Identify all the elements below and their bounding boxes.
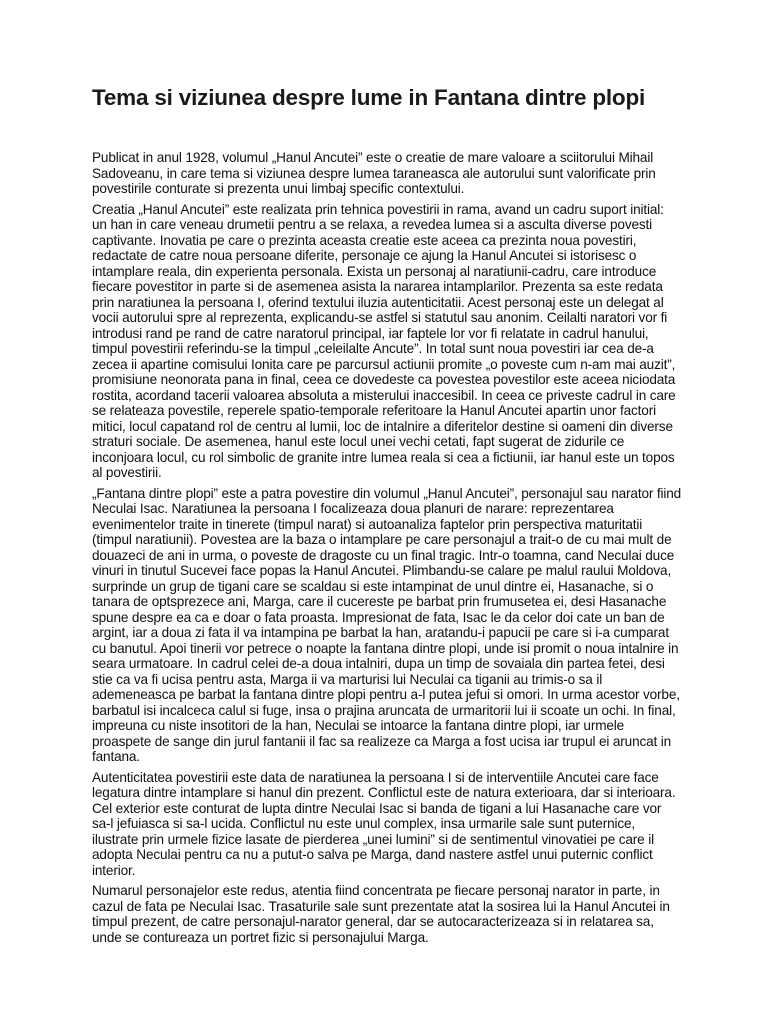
- paragraph-frame-narrative: Creatia „Hanul Ancutei” este realizata prin tehnica povestirii in rama, avand un cadru suport initial: un han in care veneau drumetii pentru a se relaxa, a revedea lumea si a asculta diverse povesti captivante. Inovatia pe care o prezinta aceasta creatie este aceea ca prezinta noua povestiri, redactate de catre noua persoane diferite, personaje ce ajung la Hanul Ancutei si istorisesc o intamplare reala, din experienta personala. Exista un personaj al naratiunii-cadru, care introduce fiecare povestitor in parte si de asemenea asista la nararea intamplarilor. Prezenta sa este redata prin naratiunea la persoana I, oferind textului iluzia autenticitatii. Acest personaj este un delegat al vocii autorului spre al reprezenta, explicandu-se astfel si statutul sau anonim. Ceilalti naratori vor fi introdusi rand pe rand de catre naratorul principal, iar faptele lor vor fi relatate in cadrul hanului, timpul povestirii referindu-se la timpul „celeilalte Ancute”. In total sunt noua povestiri iar cea de-a zecea ii apartine comisului Ionita care pe parcursul actiunii promite „o poveste cum n-am mai auzit”, promisiune neonorata pana in final, ceea ce dovedeste ca povestea povestilor este aceea niciodata rostita, acordand tacerii valoarea absoluta a misterului inaccesibil. In ceea ce priveste cadrul in care se relateaza povestile, reperele spatio-temporale referitoare la Hanul Ancutei apartin unor factori mitici, locul capatand rol de centru al lumii, loc de intalnire a diferitelor destine si oameni din diverse straturi sociale. De asemenea, hanul este locul unei vechi cetati, fapt sugerat de zidurile ce inconjoara locul, cu rol simbolic de granite intre lumea reala si cea a fictiunii, iar hanul este un topos al povestirii.: [92, 201, 676, 480]
- paragraph-authenticity-conflict: Autenticitatea povestirii este data de naratiunea la persoana I si de interventiile Ancutei care face legatura dintre intamplare si hanul din prezent. Conflictul este de natura exterioara, dar si interioara. Cel exterior este conturat de lupta dintre Neculai Isac si banda de tigani a lui Hasanache care vor sa-l jefuiasca si sa-l ucida. Conflictul nu este unul complex, insa urmarile sale sunt puternice, ilustrate prin urmele fizice lasate de pierderea „unei lumini” si de sentimentul vinovatiei pe care il adopta Neculai pentru ca nu a putut-o salva pe Marga, dand nastere astfel unui puternic conflict interior.: [92, 769, 676, 878]
- document-title: Tema si viziunea despre lume in Fantana dintre plopi: [92, 85, 646, 110]
- paragraph-characters: Numarul personajelor este redus, atentia fiind concentrata pe fiecare personaj narator in parte, in cazul de fata pe Neculai Isac. Trasaturile sale sunt prezentate atat la sosirea lui la Hanul Ancutei in timpul prezent, de catre personajul-narator general, dar se autocaracterizeaza si in relatarea sa, unde se contureaza un portret fizic si personajului Marga.: [92, 883, 670, 945]
- paragraph-intro: Publicat in anul 1928, volumul „Hanul Ancutei” este o creatie de mare valoare a sciitorului Mihail Sadoveanu, in care tema si viziunea despre lumea taraneasca ale autorului sunt valorificate prin povestirile conturate si prezenta unui limbaj specific contextului.: [92, 150, 656, 196]
- paragraph-story-summary: „Fantana dintre plopi” este a patra povestire din volumul „Hanul Ancutei”, personajul sau narator fiind Neculai Isac. Naratiunea la persoana I focalizeaza doua planuri de narare: reprezentarea evenimentelor traite in tinerete (timpul narat) si autoanaliza faptelor prin perspectiva maturitatii (timpul naratiunii). Povestea are la baza o intamplare pe care personajul a trait-o de cu mai mult de douazeci de ani in urma, o poveste de dragoste cu un final tragic. Intr-o toamna, cand Neculai duce vinuri in tinutul Sucevei face popas la Hanul Ancutei. Plimbandu-se calare pe malul raului Moldova, surprinde un grup de tigani care se scaldau si este intampinat de unul dintre ei, Hasanache, si o tanara de optsprezece ani, Marga, care il cucereste pe barbat prin frumusetea ei, desi Hasanache spune despre ea ca e doar o fata proasta. Impresionat de fata, Isac le da celor doi cate un ban de argint, iar a doua zi fata il va intampina pe barbat la han, aratandu-i papucii pe care si i-a cumparat cu banutul. Apoi tinerii vor petrece o noapte la fantana dintre plopi, unde isi promit o noua intalnire in seara urmatoare. In cadrul celei de-a doua intalniri, dupa un timp de sovaiala din partea fetei, desi stie ca va fi ucisa pentru asta, Marga ii va marturisi lui Neculai ca tiganii au trimis-o sa il ademeneasca pe barbat la fantana dintre plopi pentru a-l putea jefui si omori. In urma acestor vorbe, barbatul isi incalceca calul si fuge, insa o prajina aruncata de urmaritorii lui ii scoate un ochi. In final, impreuna cu niste insotitori de la han, Neculai se intoarce la fantana dintre plopi, iar urmele proaspete de sange din jurul fantanii il fac sa realizeze ca Marga a fost ucisa iar trupul ei aruncat in fantana.: [92, 485, 682, 764]
- document-page: [92, 82, 682, 950]
